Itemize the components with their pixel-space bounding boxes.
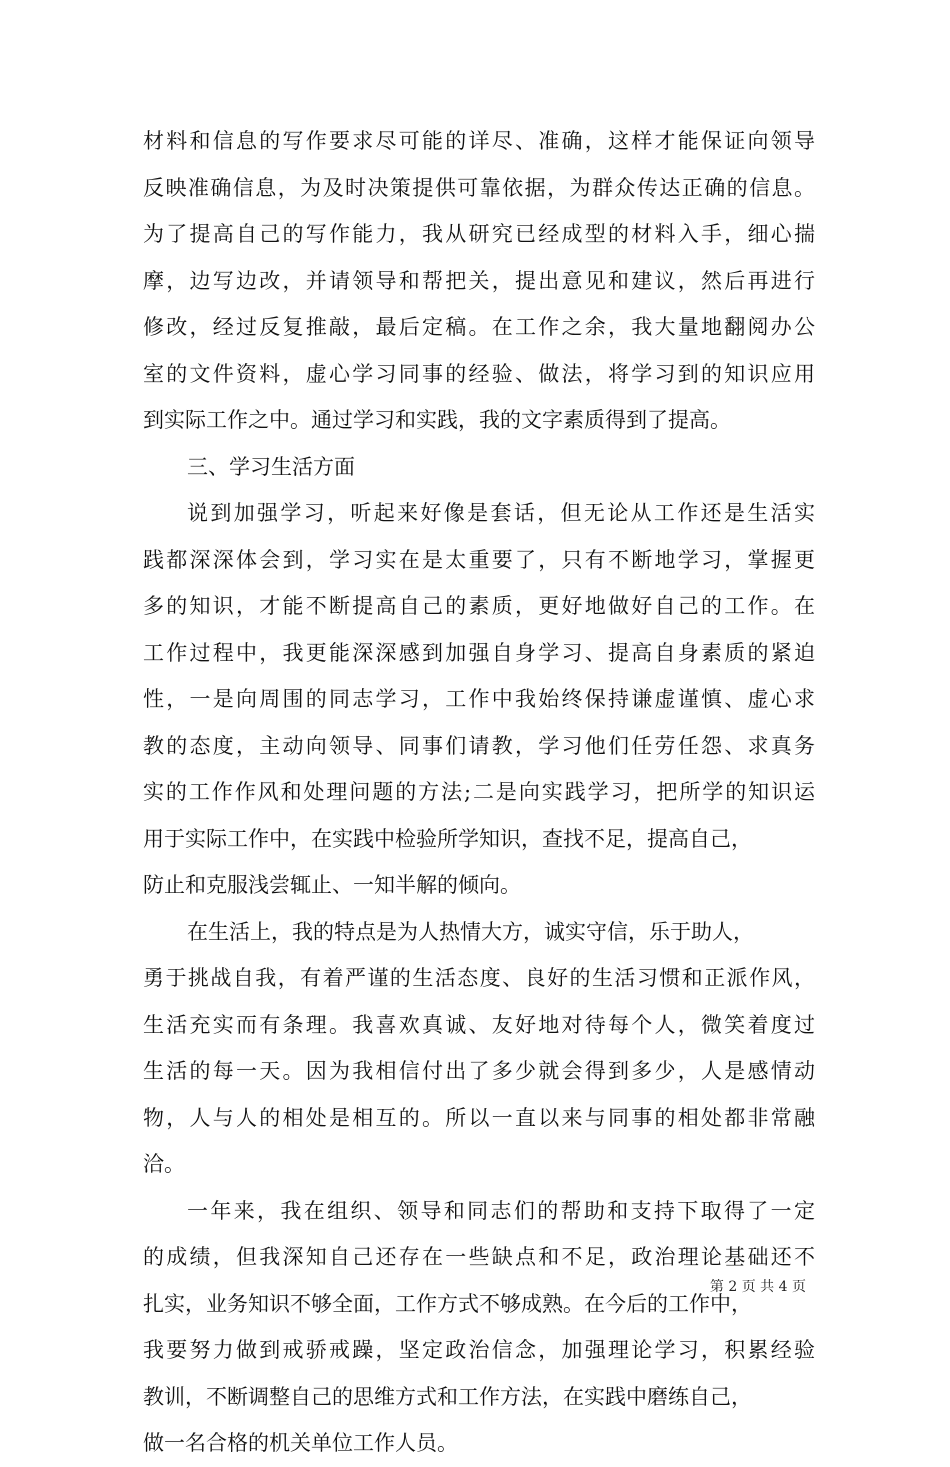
text-line: 材料和信息的写作要求尽可能的详尽、准确，这样才能保证向领导 (143, 129, 815, 153)
text-line: 生活充实而有条理。我喜欢真诚、友好地对待每个人，微笑着度过 (143, 1012, 815, 1037)
text-line: 我要努力做到戒骄戒躁，坚定政治信念，加强理论学习，积累经验 (143, 1338, 815, 1362)
text-line: 物，人与人的相处是相互的。所以一直以来与同事的相处都非常融 (143, 1105, 815, 1130)
text-line: 洽。 (143, 1152, 185, 1176)
text-line: 教的态度，主动向领导、同事们请教，学习他们任劳任怨、求真务 (143, 733, 815, 758)
text-line: 扎实，业务知识不够全面，工作方式不够成熟。在今后的工作中， (143, 1291, 752, 1316)
text-line: 说到加强学习，听起来好像是套话，但无论从工作还是生活实 (187, 501, 815, 525)
section-heading: 三、学习生活方面 (187, 454, 355, 479)
text-line: 反映准确信息，为及时决策提供可靠依据，为群众传达正确的信息。 (143, 175, 815, 200)
text-line: 用于实际工作中，在实践中检验所学知识，查找不足，提高自己， (143, 826, 752, 851)
text-line: 室的文件资料，虚心学习同事的经验、做法，将学习到的知识应用 (143, 361, 815, 386)
text-line: 做一名合格的机关单位工作人员。 (143, 1431, 458, 1455)
document-body (143, 118, 815, 1467)
text-line: 勇于挑战自我，有着严谨的生活态度、良好的生活习惯和正派作风， (143, 966, 815, 990)
text-line: 摩，边写边改，并请领导和帮把关，提出意见和建议，然后再进行 (143, 268, 815, 293)
text-line: 的成绩，但我深知自己还存在一些缺点和不足，政治理论基础还不 (143, 1245, 815, 1269)
text-line: 践都深深体会到，学习实在是太重要了，只有不断地学习，掌握更 (143, 547, 815, 572)
text-line: 教训，不断调整自己的思维方式和工作方法，在实践中磨练自己， (143, 1384, 752, 1409)
text-line: 在生活上，我的特点是为人热情大方，诚实守信，乐于助人， (187, 919, 754, 944)
page-number: 第 2 页 共 4 页 (709, 1279, 806, 1295)
text-line: 工作过程中，我更能深深感到加强自身学习、提高自身素质的紧迫 (143, 640, 815, 665)
text-line: 性，一是向周围的同志学习，工作中我始终保持谦虚谨慎、虚心求 (143, 687, 815, 711)
text-line: 生活的每一天。因为我相信付出了多少就会得到多少，人是感情动 (143, 1059, 815, 1083)
text-line: 一年来，我在组织、领导和同志们的帮助和支持下取得了一定 (187, 1198, 815, 1223)
text-line: 修改，经过反复推敲，最后定稿。在工作之余，我大量地翻阅办公 (143, 315, 815, 339)
text-line: 多的知识，才能不断提高自己的素质，更好地做好自己的工作。在 (143, 594, 815, 618)
text-line: 实的工作作风和处理问题的方法;二是向实践学习，把所学的知识运 (143, 780, 815, 804)
text-line: 到实际工作之中。通过学习和实践，我的文字素质得到了提高。 (143, 408, 731, 432)
text-line: 为了提高自己的写作能力，我从研究已经成型的材料入手，细心揣 (143, 222, 815, 246)
text-line: 防止和克服浅尝辄止、一知半解的倾向。 (143, 873, 521, 897)
